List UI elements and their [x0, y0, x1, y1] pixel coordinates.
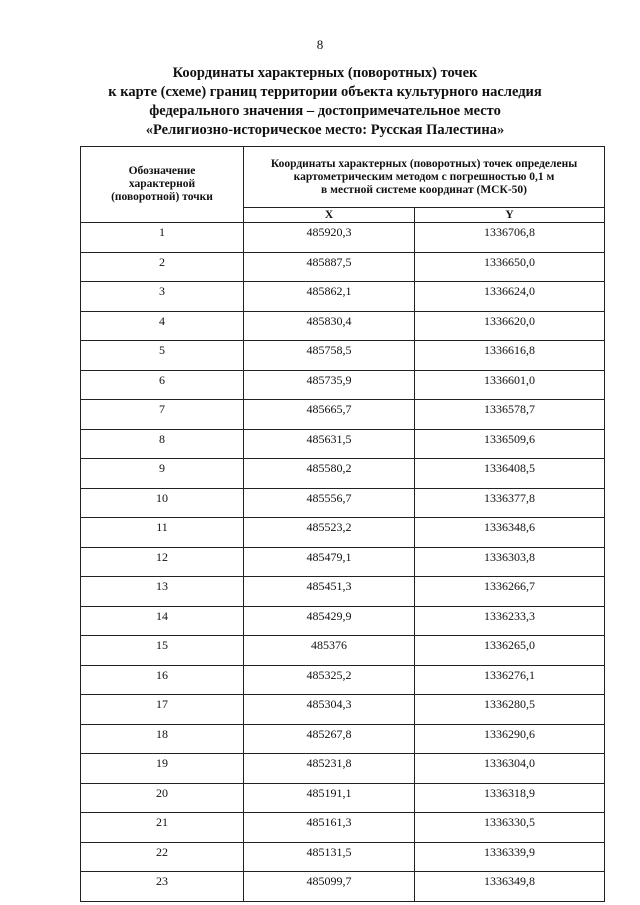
title-line-3: федерального значения – достопримечательное место: [149, 103, 501, 119]
point-number-cell: 12: [81, 547, 244, 577]
header-coordinates-line-3: в местной системе координат (МСК-50): [321, 183, 527, 196]
table-row: [81, 518, 605, 548]
y-coordinate-cell: 1336318,9: [415, 783, 605, 813]
table-row: [81, 488, 605, 518]
coordinates-table: [80, 146, 605, 902]
point-number-cell: 11: [81, 518, 244, 548]
y-coordinate-cell: 1336349,8: [415, 872, 605, 902]
table-row: [81, 547, 605, 577]
table-row: [81, 459, 605, 489]
title-line-4: «Религиозно-историческое место: Русская Палестина»: [145, 122, 505, 138]
point-number-cell: 15: [81, 636, 244, 666]
x-coordinate-cell: 485920,3: [244, 223, 415, 253]
document-title: [60, 64, 590, 140]
x-coordinate-cell: 485523,2: [244, 518, 415, 548]
point-number-cell: 5: [81, 341, 244, 371]
x-coordinate-cell: 485267,8: [244, 724, 415, 754]
header-point-designation: [81, 147, 244, 223]
table-header: [81, 147, 605, 223]
table-row: [81, 311, 605, 341]
header-y: Y: [415, 208, 605, 223]
table-row: [81, 341, 605, 371]
point-number-cell: 10: [81, 488, 244, 518]
y-coordinate-cell: 1336276,1: [415, 665, 605, 695]
point-number-cell: 2: [81, 252, 244, 282]
y-coordinate-cell: 1336408,5: [415, 459, 605, 489]
table-row: [81, 665, 605, 695]
x-coordinate-cell: 485231,8: [244, 754, 415, 784]
x-coordinate-cell: 485862,1: [244, 282, 415, 312]
point-number-cell: 21: [81, 813, 244, 843]
table-row: [81, 754, 605, 784]
y-coordinate-cell: 1336303,8: [415, 547, 605, 577]
header-coordinates-line-2: картометрическим методом с погрешностью 0,1 м: [293, 170, 555, 183]
table-row: [81, 577, 605, 607]
y-coordinate-cell: 1336339,9: [415, 842, 605, 872]
point-number-cell: 4: [81, 311, 244, 341]
table-row: [81, 783, 605, 813]
y-coordinate-cell: 1336290,6: [415, 724, 605, 754]
point-number-cell: 17: [81, 695, 244, 725]
x-coordinate-cell: 485887,5: [244, 252, 415, 282]
y-coordinate-cell: 1336233,3: [415, 606, 605, 636]
y-coordinate-cell: 1336706,8: [415, 223, 605, 253]
table-row: [81, 842, 605, 872]
point-number-cell: 16: [81, 665, 244, 695]
table-row: [81, 400, 605, 430]
x-coordinate-cell: 485665,7: [244, 400, 415, 430]
x-coordinate-cell: 485304,3: [244, 695, 415, 725]
title-line-2: к карте (схеме) границ территории объекта культурного наследия: [108, 84, 542, 100]
y-coordinate-cell: 1336620,0: [415, 311, 605, 341]
x-coordinate-cell: 485191,1: [244, 783, 415, 813]
y-coordinate-cell: 1336616,8: [415, 341, 605, 371]
y-coordinate-cell: 1336377,8: [415, 488, 605, 518]
table-row: [81, 370, 605, 400]
point-number-cell: 1: [81, 223, 244, 253]
y-coordinate-cell: 1336624,0: [415, 282, 605, 312]
table-row: [81, 252, 605, 282]
y-coordinate-cell: 1336265,0: [415, 636, 605, 666]
x-coordinate-cell: 485556,7: [244, 488, 415, 518]
table-row: [81, 636, 605, 666]
point-number-cell: 3: [81, 282, 244, 312]
point-number-cell: 6: [81, 370, 244, 400]
table-body: [81, 223, 605, 902]
x-coordinate-cell: 485631,5: [244, 429, 415, 459]
table-row: [81, 282, 605, 312]
y-coordinate-cell: 1336280,5: [415, 695, 605, 725]
table-row: [81, 872, 605, 902]
x-coordinate-cell: 485161,3: [244, 813, 415, 843]
y-coordinate-cell: 1336601,0: [415, 370, 605, 400]
header-coordinates-line-1: Координаты характерных (поворотных) точек определены: [270, 157, 578, 170]
point-number-cell: 18: [81, 724, 244, 754]
x-coordinate-cell: 485830,4: [244, 311, 415, 341]
x-coordinate-cell: 485479,1: [244, 547, 415, 577]
x-coordinate-cell: 485429,9: [244, 606, 415, 636]
point-number-cell: 8: [81, 429, 244, 459]
y-coordinate-cell: 1336650,0: [415, 252, 605, 282]
point-number-cell: 19: [81, 754, 244, 784]
x-coordinate-cell: 485376: [244, 636, 415, 666]
point-number-cell: 22: [81, 842, 244, 872]
header-x: X: [244, 208, 415, 223]
point-number-cell: 23: [81, 872, 244, 902]
table-row: [81, 724, 605, 754]
x-coordinate-cell: 485325,2: [244, 665, 415, 695]
table-row: [81, 223, 605, 253]
x-coordinate-cell: 485758,5: [244, 341, 415, 371]
table-row: [81, 695, 605, 725]
title-line-1: Координаты характерных (поворотных) точек: [172, 65, 478, 81]
y-coordinate-cell: 1336509,6: [415, 429, 605, 459]
point-number-cell: 7: [81, 400, 244, 430]
x-coordinate-cell: 485735,9: [244, 370, 415, 400]
x-coordinate-cell: 485580,2: [244, 459, 415, 489]
table-row: [81, 606, 605, 636]
x-coordinate-cell: 485131,5: [244, 842, 415, 872]
y-coordinate-cell: 1336304,0: [415, 754, 605, 784]
header-coordinates: [244, 147, 605, 208]
y-coordinate-cell: 1336578,7: [415, 400, 605, 430]
point-number-cell: 20: [81, 783, 244, 813]
y-coordinate-cell: 1336266,7: [415, 577, 605, 607]
point-number-cell: 14: [81, 606, 244, 636]
point-number-cell: 9: [81, 459, 244, 489]
x-coordinate-cell: 485451,3: [244, 577, 415, 607]
table-row: [81, 429, 605, 459]
table-row: [81, 813, 605, 843]
y-coordinate-cell: 1336348,6: [415, 518, 605, 548]
y-coordinate-cell: 1336330,5: [415, 813, 605, 843]
header-point-designation-text: Обозначение характерной (поворотной) точки: [111, 165, 213, 203]
point-number-cell: 13: [81, 577, 244, 607]
x-coordinate-cell: 485099,7: [244, 872, 415, 902]
page-number: 8: [316, 37, 324, 52]
